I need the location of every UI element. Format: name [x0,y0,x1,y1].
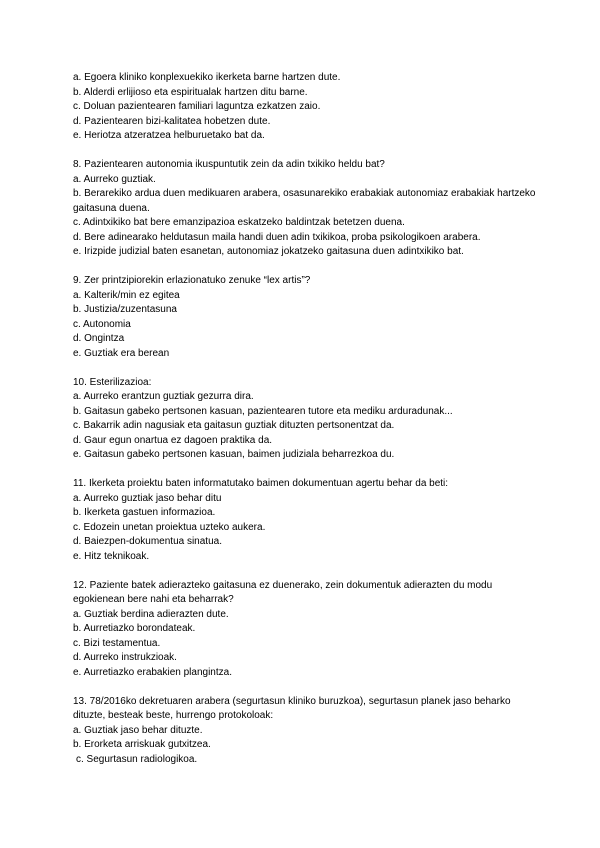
option-b: b. Justizia/zuzentasuna [73,304,177,315]
option-d: d. Aurreko instrukzioak. [73,652,177,663]
option-c: c. Bizi testamentua. [73,637,161,649]
option-b: b. Alderdi erlijioso eta espiritualak hartzen ditu barne. [73,86,308,98]
option-e: e. Hitz teknikoak. [73,550,150,562]
option-b: b. Gaitasun gabeko pertsonen kasuan, pazientearen tutore eta mediku arduradunak... [73,405,453,417]
option-a: a. Guztiak jaso behar dituzte. [73,724,203,736]
option-a: a. Egoera kliniko konplexuekiko ikerketa barne hartzen dute. [73,72,341,83]
question-9 [73,274,543,361]
question-13 [73,695,543,768]
option-d: d. Baiezpen-dokumentua sinatua. [73,536,222,547]
option-e: e. Irizpide judizial baten esanetan, autonomiaz jokatzeko gaitasuna duen adintxikiko bat. [73,246,464,257]
question-10 [73,376,543,463]
option-b: b. Ikerketa gastuen informazioa. [73,507,216,518]
option-c: c. Segurtasun radiologikoa. [76,753,198,765]
option-d: d. Ongintza [73,333,125,344]
option-d: d. Pazientearen bizi-kalitatea hobetzen dute. [73,115,271,127]
option-d: d. Gaur egun onartua ez dagoen praktika da. [73,434,273,446]
question-text: 12. Paziente batek adierazteko gaitasuna ez duenerako, zein dokumentuk adierazten du modu egokienean bere nahi eta beharrak? [73,579,493,605]
question-8 [73,158,543,260]
question-text: 13. 78/2016ko dekretuaren arabera (segurtasun kliniko buruzkoa), segurtasun planek jaso beharko dituzte, besteak beste, hurrengo protokoloak: [73,695,511,721]
option-e: e. Heriotza atzeratzea helburuetako bat da. [73,130,265,141]
option-b: b. Berarekiko ardua duen medikuaren arabera, osasunarekiko erabakiak autonomiaz erabakiak hartzeko gaitasuna duena. [73,188,536,214]
option-a: a. Aurreko erantzun guztiak gezurra dira. [73,391,254,402]
option-b: b. Aurretiazko borondateak. [73,623,196,634]
option-c: c. Bakarrik adin nagusiak eta gaitasun guztiak dituzten pertsonentzat da. [73,420,395,431]
option-a: a. Guztiak berdina adierazten dute. [73,608,229,620]
question-text: 11. Ikerketa proiektu baten informatutako baimen dokumentuan agertu behar da beti: [73,478,449,489]
question-7-options [73,71,543,144]
option-a: a. Aurreko guztiak. [73,173,156,185]
option-a: a. Aurreko guztiak jaso behar ditu [73,492,222,504]
question-text: 9. Zer printzipiorekin erlazionatuko zenuke “lex artis”? [73,275,311,286]
option-e: e. Aurretiazko erabakien plangintza. [73,666,232,678]
option-c: c. Edozein unetan proiektua uzteko aukera. [73,521,266,533]
option-e: e. Guztiak era berean [73,347,170,359]
question-text: 10. Esterilizazioa: [73,376,152,388]
document-page [73,71,543,767]
option-d: d. Bere adinearako heldutasun maila handi duen adin txikikoa, proba psikologikoen arabera. [73,231,481,243]
option-a: a. Kalterik/min ez egitea [73,289,180,301]
option-e: e. Gaitasun gabeko pertsonen kasuan, baimen judiziala beharrezkoa du. [73,449,395,460]
option-c: c. Autonomia [73,318,131,330]
option-b: b. Erorketa arriskuak gutxitzea. [73,739,211,750]
question-12 [73,579,543,681]
option-c: c. Doluan pazientearen familiari laguntza ezkatzen zaio. [73,101,321,112]
question-text: 8. Pazientearen autonomia ikuspuntutik zein da adin txikiko heldu bat? [73,159,385,170]
option-c: c. Adintxikiko bat bere emanzipazioa eskatzeko baldintzak betetzen duena. [73,217,405,228]
question-11 [73,477,543,564]
